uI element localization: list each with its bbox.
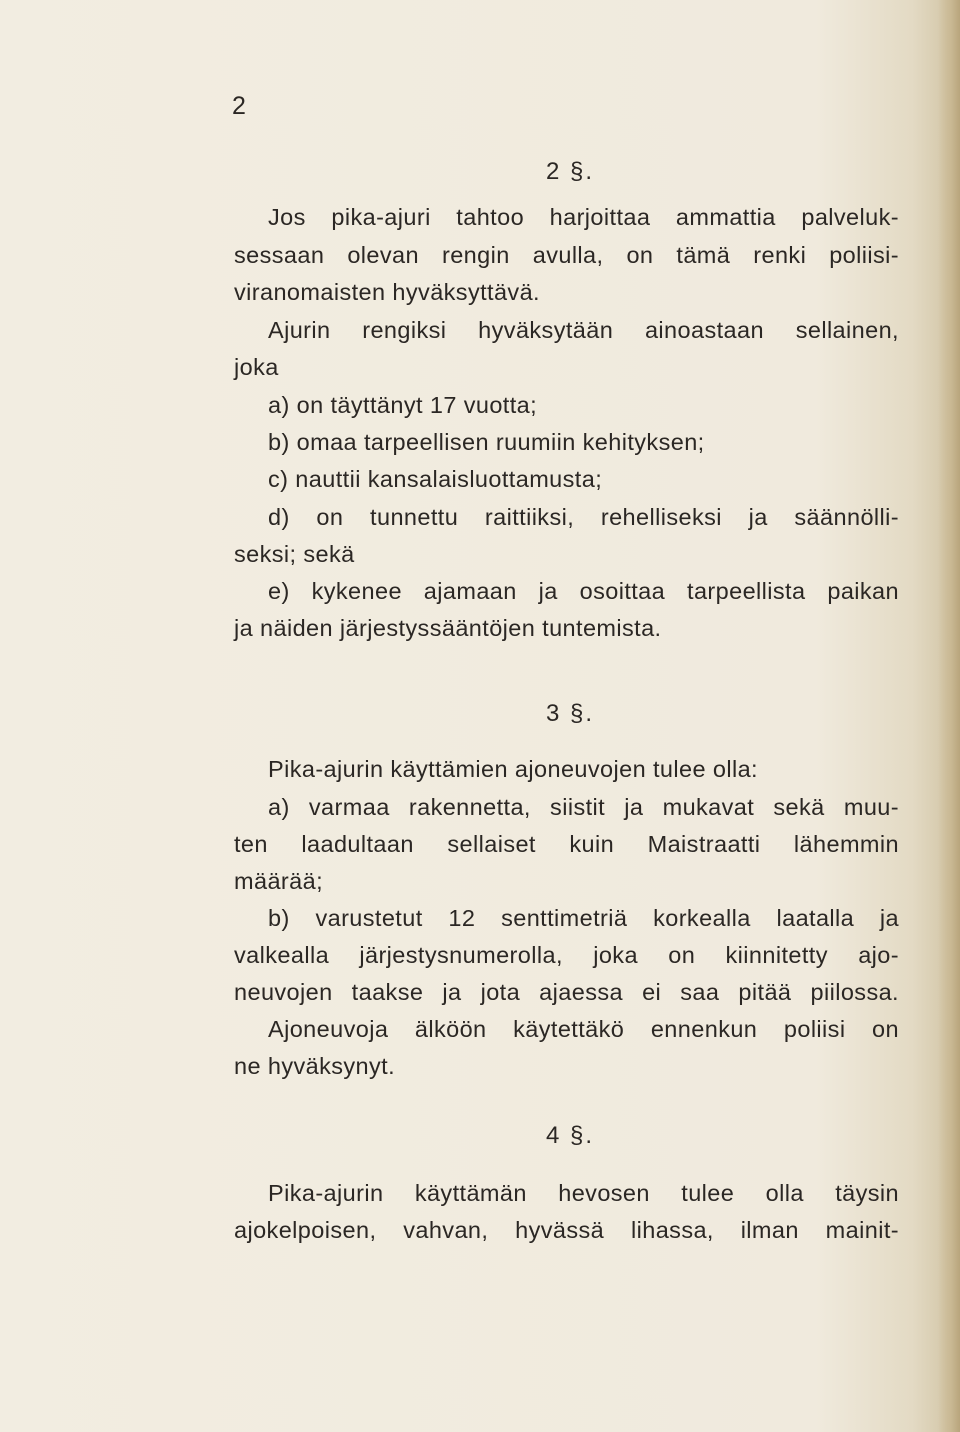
list-item-line: ten laadultaan sellaiset kuin Maistraatti lähemmin	[234, 831, 899, 857]
list-item-line: neuvojen taakse ja jota ajaessa ei saa pitää piilossa.	[234, 979, 899, 1005]
list-item-line: a) varmaa rakennetta, siistit ja mukavat sekä muu-	[268, 794, 899, 820]
paragraph-line: Pika-ajurin käyttämän hevosen tulee olla täysin	[268, 1180, 899, 1206]
paragraph-line: sessaan olevan rengin avulla, on tämä renki poliisi-	[234, 242, 899, 268]
paragraph-line: viranomaisten hyväksyttävä.	[234, 279, 540, 305]
section-heading-3: 3 §.	[545, 700, 595, 727]
list-item-line: b) varustetut 12 senttimetriä korkealla laatalla ja	[268, 905, 899, 931]
paragraph-line: joka	[234, 354, 279, 380]
paragraph-line: Pika-ajurin käyttämien ajoneuvojen tulee olla:	[268, 756, 758, 782]
section-heading-2: 2 §.	[545, 158, 595, 185]
paragraph-line: ne hyväksynyt.	[234, 1053, 396, 1079]
list-item-line: c) nauttii kansalaisluottamusta;	[268, 466, 603, 492]
paragraph-line: Jos pika-ajuri tahtoo harjoittaa ammattia palveluk-	[268, 204, 899, 230]
list-item-line: d) on tunnettu raittiiksi, rehelliseksi ja säännölli-	[268, 504, 899, 530]
page-number: 2	[232, 92, 247, 120]
paragraph-line: Ajoneuvoja älköön käytettäkö ennenkun poliisi on	[268, 1016, 899, 1042]
list-item-line: ja näiden järjestyssääntöjen tuntemista.	[234, 615, 662, 641]
list-item-line: b) omaa tarpeellisen ruumiin kehityksen;	[268, 429, 705, 455]
list-item-line: a) on täyttänyt 17 vuotta;	[268, 392, 538, 418]
list-item-line: e) kykenee ajamaan ja osoittaa tarpeellista paikan	[268, 578, 899, 604]
list-item-line: seksi; sekä	[234, 541, 355, 567]
paragraph-line: Ajurin rengiksi hyväksytään ainoastaan sellainen,	[268, 317, 899, 343]
list-item-line: valkealla järjestysnumerolla, joka on kiinnitetty ajo-	[234, 942, 899, 968]
paragraph-line: ajokelpoisen, vahvan, hyvässä lihassa, ilman mainit-	[234, 1217, 899, 1243]
list-item-line: määrää;	[234, 868, 324, 894]
section-heading-4: 4 §.	[545, 1122, 595, 1149]
